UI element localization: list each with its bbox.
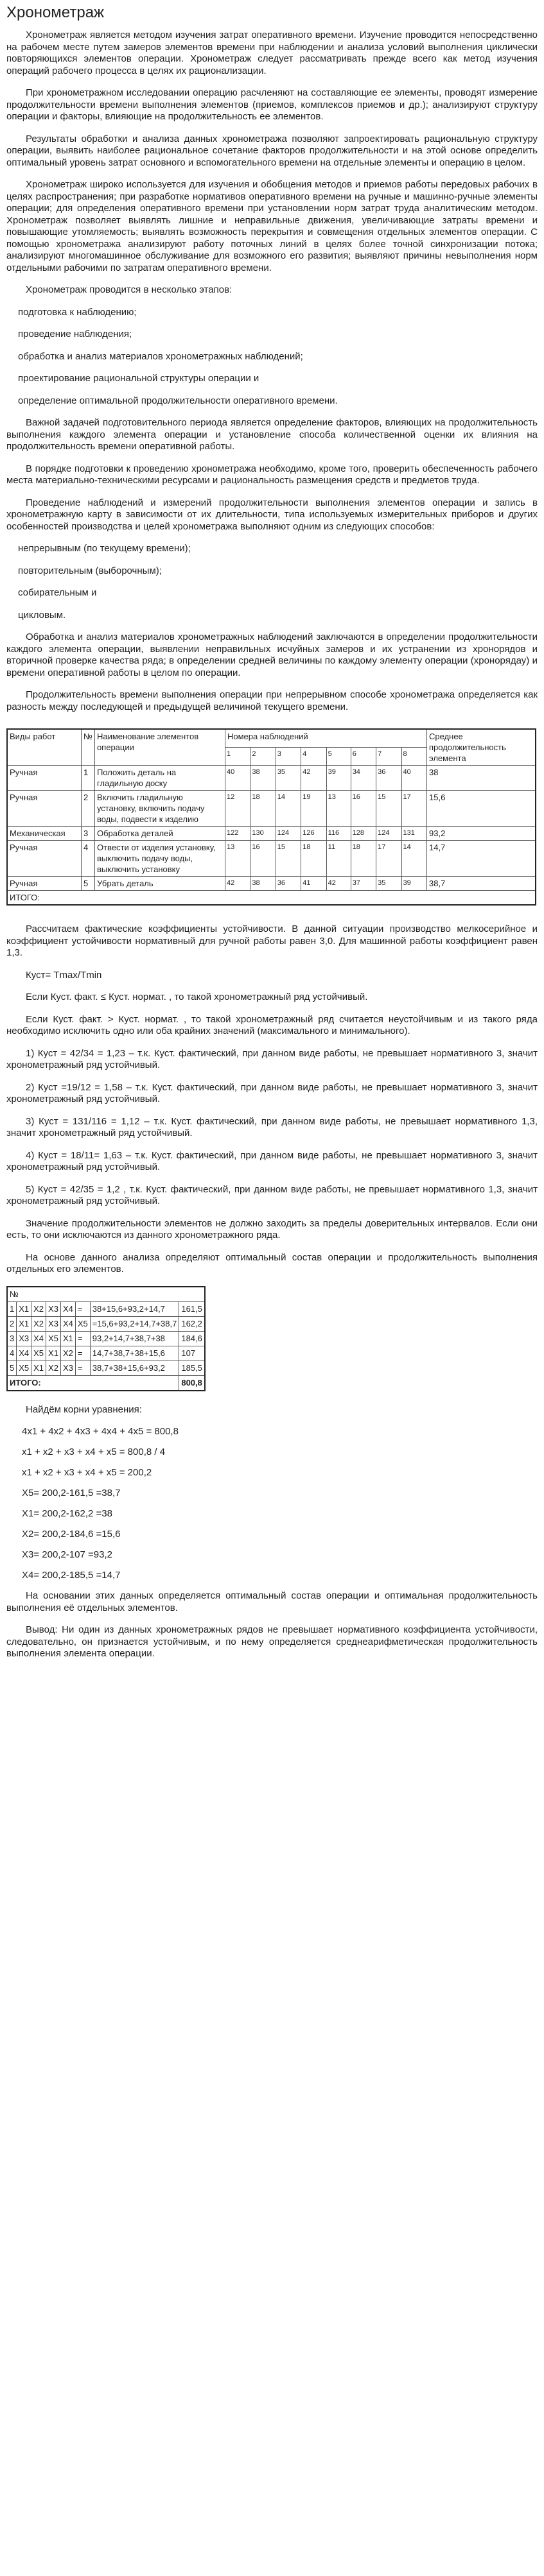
cell-type: Ручная xyxy=(7,877,82,891)
coef-row xyxy=(7,1346,205,1361)
stages-list xyxy=(6,307,538,408)
methods-list xyxy=(6,543,538,621)
table-total: ИТОГО: xyxy=(7,891,536,906)
cell-type: Ручная xyxy=(7,791,82,827)
cell-observation: 35 xyxy=(276,766,301,791)
coef-total-label: ИТОГО: xyxy=(7,1375,179,1391)
coef-cell: 14,7+38,7+38+15,6 xyxy=(90,1346,179,1361)
paragraph: В порядке подготовки к проведению хронометража необходимо, кроме того, проверить обеспеченность рабочего места материально-техническими ресурсами и рациональность размещения средств и предметов труда. xyxy=(6,463,538,486)
cell-observation: 41 xyxy=(301,877,326,891)
obs-number: 5 xyxy=(326,748,351,766)
paragraph: Обработка и анализ материалов хронометражных наблюдений заключаются в определении продолжительности каждого элемента операции, выявлении неправильных исчуйных замеров и их устранении из хронорядов и вторичной проверке качества ряда; в определении средней величины по каждому элементу операции (хронорядау) и времени оперативной работы в целом по операции. xyxy=(6,631,538,678)
header-name: Наименование элементов операции xyxy=(94,729,225,766)
cell-name: Включить гладильную установку, включить подачу воды, подвести к изделию xyxy=(94,791,225,827)
cell-num: 1 xyxy=(82,766,95,791)
coef-cell: 161,5 xyxy=(179,1301,205,1316)
coef-cell: 2 xyxy=(7,1316,17,1331)
coef-total-value: 800,8 xyxy=(179,1375,205,1391)
paragraph: Результаты обработки и анализа данных хронометража позволяют запроектировать рациональную структуру операции, выявить наиболее рациональное сочетание факторов продолжительности и на этой основе определить оптимальный уровень затрат основного и вспомогательного времени на отдельные элементы и операцию в целом. xyxy=(6,133,538,168)
cell-average: 38,7 xyxy=(427,877,536,891)
coef-cell: X5 xyxy=(75,1316,90,1331)
obs-number: 8 xyxy=(401,748,426,766)
cell-observation: 13 xyxy=(326,791,351,827)
paragraph: 1) Куст = 42/34 = 1,23 – т.к. Куст. фактический, при данном виде работы, не превышает нормативного 3, значит хронометражный ряд устойчивый. xyxy=(6,1047,538,1070)
cell-num: 4 xyxy=(82,841,95,877)
coef-cell: X3 xyxy=(46,1301,61,1316)
cell-observation: 16 xyxy=(250,841,276,877)
paragraph: Важной задачей подготовительного периода является определение факторов, влияющих на продолжительность выполнения каждого элемента операции и установление способа количественной оценки их влияния на продолжительность времени оперативной работы. xyxy=(6,417,538,452)
equation: X5= 200,2-161,5 =38,7 xyxy=(22,1488,121,1498)
header-num: № xyxy=(82,729,95,766)
paragraph: Продолжительность времени выполнения операции при непрерывном способе хронометража определяется как разность между последующей и предыдущей величиной текущего времени. xyxy=(6,689,538,712)
calc-section xyxy=(6,923,538,1276)
obs-number: 6 xyxy=(351,748,376,766)
intro-section xyxy=(6,30,538,296)
cell-num: 5 xyxy=(82,877,95,891)
list-item: повторительным (выборочным); xyxy=(18,565,162,576)
coef-header: № xyxy=(7,1287,205,1302)
cell-observation: 18 xyxy=(250,791,276,827)
table-row xyxy=(7,766,536,791)
coef-cell: X1 xyxy=(60,1331,75,1346)
coef-row xyxy=(7,1316,205,1331)
cell-observation: 116 xyxy=(326,827,351,841)
processing-section xyxy=(6,631,538,713)
table-row xyxy=(7,841,536,877)
obs-number: 3 xyxy=(276,748,301,766)
coef-cell: 93,2+14,7+38,7+38 xyxy=(90,1331,179,1346)
list-item: цикловым. xyxy=(18,609,66,621)
cell-observation: 38 xyxy=(250,877,276,891)
obs-number: 4 xyxy=(301,748,326,766)
coef-cell: =15,6+93,2+14,7+38,7 xyxy=(90,1316,179,1331)
coef-cell: 38,7+38+15,6+93,2 xyxy=(90,1361,179,1375)
cell-observation: 16 xyxy=(351,791,376,827)
cell-type: Ручная xyxy=(7,766,82,791)
cell-observation: 37 xyxy=(351,877,376,891)
coef-row xyxy=(7,1361,205,1375)
list-item: определение оптимальной продолжительности оперативного времени. xyxy=(18,395,338,406)
cell-average: 38 xyxy=(427,766,536,791)
cell-average: 14,7 xyxy=(427,841,536,877)
obs-number: 7 xyxy=(376,748,401,766)
cell-observation: 39 xyxy=(401,877,426,891)
coef-cell: 184,6 xyxy=(179,1331,205,1346)
coef-cell: 3 xyxy=(7,1331,17,1346)
list-item: проектирование рациональной структуры операции и xyxy=(18,373,259,384)
coef-cell: X4 xyxy=(17,1346,31,1361)
cell-observation: 34 xyxy=(351,766,376,791)
cell-name: Убрать деталь xyxy=(94,877,225,891)
paragraph: На основе данного анализа определяют оптимальный состав операции и продолжительность выполнения отдельных его элементов. xyxy=(6,1251,538,1275)
cell-name: Положить деталь на гладильную доску xyxy=(94,766,225,791)
table-row xyxy=(7,877,536,891)
cell-observation: 17 xyxy=(401,791,426,827)
cell-num: 3 xyxy=(82,827,95,841)
equation: x1 + x2 + x3 + x4 + x5 = 800,8 / 4 xyxy=(22,1447,166,1457)
formula: Куст= Тmax/Тmin xyxy=(26,969,102,981)
coef-cell: X1 xyxy=(17,1316,31,1331)
cell-observation: 19 xyxy=(301,791,326,827)
conclusion-section xyxy=(6,1590,538,1660)
cell-name: Обработка деталей xyxy=(94,827,225,841)
paragraph: Хронометраж проводится в несколько этапов: xyxy=(26,284,233,295)
cell-name: Отвести от изделия установку, выключить подачу воды, выключить установку xyxy=(94,841,225,877)
coef-cell: X3 xyxy=(17,1331,31,1346)
page-title: Хронометраж xyxy=(6,4,105,21)
paragraph: 2) Куст =19/12 = 1,58 – т.к. Куст. фактический, при данном виде работы, не превышает нормативного 3, значит хронометражный ряд устойчивый. xyxy=(6,1081,538,1104)
cell-observation: 40 xyxy=(401,766,426,791)
paragraph: Значение продолжительности элементов не должно заходить за пределы доверительных интервалов. Если они есть, то они исключаются из данного хронометражного ряда. xyxy=(6,1217,538,1241)
coef-cell: 107 xyxy=(179,1346,205,1361)
cell-observation: 39 xyxy=(326,766,351,791)
cell-observation: 42 xyxy=(225,877,250,891)
cell-observation: 15 xyxy=(276,841,301,877)
coef-cell: 1 xyxy=(7,1301,17,1316)
cell-observation: 14 xyxy=(276,791,301,827)
cell-observation: 126 xyxy=(301,827,326,841)
cell-observation: 12 xyxy=(225,791,250,827)
paragraph: Если Куст. факт. > Куст. нормат. , то такой хронометражный ряд считается неустойчивым и из такого ряда необходимо исключить одно или оба крайних значений (максимального и минимального). xyxy=(6,1013,538,1036)
coef-cell: X5 xyxy=(46,1331,61,1346)
coef-cell: X2 xyxy=(46,1361,61,1375)
coef-cell: X2 xyxy=(31,1301,46,1316)
coef-cell: X3 xyxy=(46,1316,61,1331)
coef-cell: X5 xyxy=(31,1346,46,1361)
equation: X1= 200,2-162,2 =38 xyxy=(22,1508,112,1519)
coef-cell: X5 xyxy=(17,1361,31,1375)
equation: 4x1 + 4x2 + 4x3 + 4x4 + 4x5 = 800,8 xyxy=(22,1426,179,1437)
coef-cell: = xyxy=(75,1331,90,1346)
table-row xyxy=(7,791,536,827)
roots-title: Найдём корни уравнения: xyxy=(26,1404,142,1415)
equation: X2= 200,2-184,6 =15,6 xyxy=(22,1529,121,1540)
cell-observation: 35 xyxy=(376,877,401,891)
equation: X4= 200,2-185,5 =14,7 xyxy=(22,1570,121,1581)
paragraph: Если Куст. факт. ≤ Куст. нормат. , то такой хронометражный ряд устойчивый. xyxy=(26,992,368,1002)
equation: X3= 200,2-107 =93,2 xyxy=(22,1549,112,1560)
coefficient-table xyxy=(6,1286,206,1391)
coef-cell: = xyxy=(75,1361,90,1375)
timing-table xyxy=(6,728,536,906)
coef-cell: X4 xyxy=(31,1331,46,1346)
coef-cell: 185,5 xyxy=(179,1361,205,1375)
list-item: обработка и анализ материалов хронометражных наблюдений; xyxy=(18,350,303,362)
cell-observation: 42 xyxy=(326,877,351,891)
cell-observation: 36 xyxy=(376,766,401,791)
list-item: подготовка к наблюдению; xyxy=(18,306,137,318)
table-row xyxy=(7,827,536,841)
paragraph: Рассчитаем фактические коэффициенты устойчивости. В данной ситуации производство мелкосерийное и коэффициент устойчивости нормативный для ручной работы равен 3,0. Для машинной работы коэффициент равен 1,3. xyxy=(6,923,538,958)
coef-cell: 5 xyxy=(7,1361,17,1375)
cell-observation: 15 xyxy=(376,791,401,827)
cell-observation: 42 xyxy=(301,766,326,791)
header-average: Среднее продолжительность элемента xyxy=(427,729,536,766)
cell-observation: 128 xyxy=(351,827,376,841)
cell-observation: 131 xyxy=(401,827,426,841)
cell-observation: 36 xyxy=(276,877,301,891)
coef-cell: X1 xyxy=(46,1346,61,1361)
paragraph: 5) Куст = 42/35 = 1,2 , т.к. Куст. фактический, при данном виде работы, не превышает нормативного 1,3, значит хронометражный ряд устойчивый. xyxy=(6,1183,538,1206)
coef-cell: X4 xyxy=(60,1301,75,1316)
paragraph: На основании этих данных определяется оптимальный состав операции и оптимальная продолжительность выполнения её отдельных элементов. xyxy=(6,1590,538,1613)
paragraph: Хронометраж широко используется для изучения и обобщения методов и приемов работы передовых рабочих в целях распространения; при разработке нормативов оперативного времени на ручные и машинно-ручные элементы операции; для определения оперативного времени при установлении норм затрат труда аналитическим методом. Хронометраж позволяет выявлять лишние и неправильные движения, увеличивающие затраты времени и повышающие утомляемость; выявлять возможность перекрытия и совмещения отдельных элементов операции. С помощью хронометража анализируют работу поточных линий в целях более точной синхронизации потока; анализируют многомашинное обслуживание для возможного его развития; выявляют причины невыполнения норм отдельными рабочими по затратам оперативного времени. xyxy=(6,179,538,273)
cell-observation: 11 xyxy=(326,841,351,877)
coef-cell: 38+15,6+93,2+14,7 xyxy=(90,1301,179,1316)
coef-cell: = xyxy=(75,1346,90,1361)
paragraph: 3) Куст = 131/116 = 1,12 – т.к. Куст. фактический, при данном виде работы, не превышает нормативного 1,3, значит хронометражный ряд устойчивый. xyxy=(6,1115,538,1138)
cell-observation: 14 xyxy=(401,841,426,877)
cell-observation: 122 xyxy=(225,827,250,841)
prep-section xyxy=(6,417,538,533)
coef-cell: 162,2 xyxy=(179,1316,205,1331)
cell-observation: 18 xyxy=(301,841,326,877)
cell-type: Механическая xyxy=(7,827,82,841)
cell-observation: 124 xyxy=(376,827,401,841)
list-item: проведение наблюдения; xyxy=(18,329,132,339)
cell-observation: 17 xyxy=(376,841,401,877)
obs-number: 2 xyxy=(250,748,276,766)
coef-row xyxy=(7,1301,205,1316)
cell-type: Ручная xyxy=(7,841,82,877)
coef-cell: X4 xyxy=(60,1316,75,1331)
equation: x1 + x2 + x3 + x4 + x5 = 200,2 xyxy=(22,1467,152,1478)
cell-average: 93,2 xyxy=(427,827,536,841)
cell-observation: 124 xyxy=(276,827,301,841)
equations xyxy=(6,1426,538,1581)
coef-cell: X1 xyxy=(17,1301,31,1316)
header-type: Виды работ xyxy=(7,729,82,766)
coef-cell: X2 xyxy=(60,1346,75,1361)
paragraph: Проведение наблюдений и измерений продолжительности выполнения элементов операции и запись в хронометражную карту в зависимости от их длительности, типа используемых измерительных приборов и других особенностей производства и целей хронометража выполняют одним из следующих способов: xyxy=(6,497,538,532)
paragraph: При хронометражном исследовании операцию расчленяют на составляющие ее элементы, проводят измерение продолжительности времени выполнения элементов (приемов, комплексов приемов и др.); анализируют структуру операции и факторы, влияющие на продолжительность ее элементов. xyxy=(6,87,538,122)
cell-average: 15,6 xyxy=(427,791,536,827)
coef-cell: X2 xyxy=(31,1316,46,1331)
header-observations: Номера наблюдений xyxy=(225,729,426,748)
cell-observation: 13 xyxy=(225,841,250,877)
cell-observation: 38 xyxy=(250,766,276,791)
cell-num: 2 xyxy=(82,791,95,827)
coef-cell: X1 xyxy=(31,1361,46,1375)
cell-observation: 40 xyxy=(225,766,250,791)
obs-number: 1 xyxy=(225,748,250,766)
cell-observation: 130 xyxy=(250,827,276,841)
coef-cell: 4 xyxy=(7,1346,17,1361)
paragraph: 4) Куст = 18/11= 1,63 – т.к. Куст. фактический, при данном виде работы, не превышает нормативного 3, значит хронометражный ряд устойчивый. xyxy=(6,1149,538,1172)
list-item: непрерывным (по текущему времени); xyxy=(18,543,191,554)
coef-row xyxy=(7,1331,205,1346)
coef-cell: X3 xyxy=(60,1361,75,1375)
coef-cell: = xyxy=(75,1301,90,1316)
cell-observation: 18 xyxy=(351,841,376,877)
list-item: собирательным и xyxy=(18,587,97,598)
paragraph: Хронометраж является методом изучения затрат оперативного времени. Изучение проводится непосредственно на рабочем месте путем замеров элементов времени при наблюдении и анализа условий выполнения циклически повторяющихся элементов операции. Хронометраж следует рассматривать прежде всего как метод изучения операций рабочего процесса в целях их рационализации. xyxy=(6,30,538,76)
paragraph: Вывод: Ни один из данных хронометражных рядов не превышает нормативного коэффициента устойчивости, следовательно, он признается устойчивым, и по нему определяется среднеарифметическая продолжительность выполнения элемента операции. xyxy=(6,1624,538,1659)
